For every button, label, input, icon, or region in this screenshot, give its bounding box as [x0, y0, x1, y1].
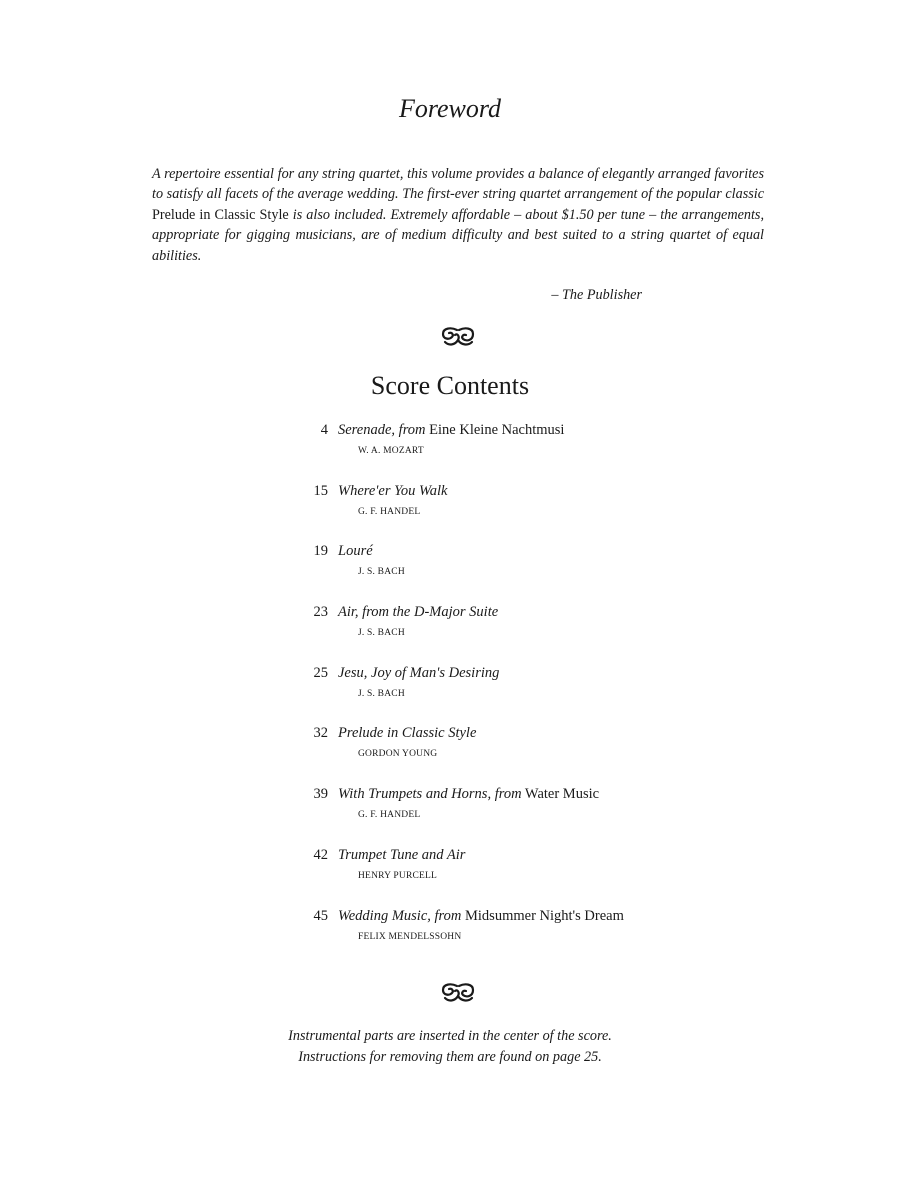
foreword-attribution: – The Publisher — [551, 287, 642, 303]
entry-title — [338, 483, 447, 500]
entry-title — [338, 665, 499, 682]
contents-entry — [300, 906, 750, 967]
contents-entry — [300, 481, 750, 542]
entry-page-number: 23 — [313, 604, 328, 621]
entry-title-italic: With Trumpets and Horns, from — [338, 786, 522, 803]
contents-entry — [300, 845, 750, 906]
entry-title-roman: Midsummer Night's Dream — [461, 907, 624, 924]
entry-page-number: 42 — [313, 846, 328, 863]
entry-composer: GORDON YOUNG — [358, 749, 438, 760]
foreword-title: Foreword — [398, 94, 502, 123]
entry-page-number: 15 — [313, 482, 328, 499]
entry-title — [338, 422, 564, 439]
entry-title-italic: Jesu, Joy of Man's Desiring — [338, 664, 500, 681]
entry-title-italic: Trumpet Tune and Air — [338, 846, 466, 863]
instrumental-parts-note — [0, 1026, 900, 1068]
entry-title-roman: Eine Kleine Nachtmusi — [425, 422, 565, 438]
entry-page-number: 4 — [320, 422, 328, 438]
contents-entry — [300, 541, 750, 602]
entry-page-number: 32 — [313, 725, 328, 742]
contents-entry — [300, 723, 750, 784]
entry-composer: HENRY PURCELL — [358, 870, 438, 881]
foreword-text-start: A repertoire essential for any string quartet, this volume provides a balance of elegantly arranged favorites to satisfy all facets of the average wedding. The first-ever string quartet arrangement of the popular classic — [152, 166, 764, 203]
contents-title: Score Contents — [370, 371, 530, 400]
entry-composer: G. F. HANDEL — [358, 506, 421, 517]
foreword-featured-title: Prelude in Classic Style — [152, 206, 289, 223]
entry-title-italic: Louré — [338, 543, 373, 560]
note-line-2: Instructions for removing them are found on page 25. — [298, 1049, 602, 1065]
entry-title — [338, 725, 476, 742]
entry-composer: FELIX MENDELSSOHN — [358, 931, 462, 942]
entry-composer: G. F. HANDEL — [358, 810, 421, 821]
entry-title-italic: Wedding Music, from — [338, 907, 462, 924]
entry-title-italic: Prelude in Classic Style — [338, 725, 477, 742]
entry-composer: J. S. BACH — [358, 628, 405, 639]
contents-entry — [300, 420, 750, 481]
foreword-body — [152, 164, 764, 266]
entry-composer: J. S. BACH — [358, 688, 405, 699]
entry-title — [338, 847, 465, 864]
entry-page-number: 45 — [313, 907, 328, 924]
foreword-text-end: is also included. Extremely affordable – about $1.50 per tune – the arrangements, appropriate for gigging musicians, are of medium difficulty and best suited to a string quartet of equal abilities. — [152, 206, 764, 264]
entry-page-number: 39 — [313, 786, 328, 803]
note-line-1: Instrumental parts are inserted in the center of the score. — [288, 1028, 612, 1044]
entry-title — [338, 604, 498, 621]
entry-title-roman: Water Music — [521, 786, 600, 803]
contents-list — [300, 420, 750, 966]
entry-title — [338, 786, 599, 803]
entry-title — [338, 543, 373, 560]
contents-entry — [300, 663, 750, 724]
entry-composer: J. S. BACH — [358, 567, 405, 578]
entry-page-number: 19 — [313, 543, 328, 560]
contents-entry — [300, 784, 750, 845]
entry-title-italic: Where'er You Walk — [338, 482, 448, 499]
fleuron-icon — [435, 982, 481, 1004]
entry-title-italic: Air, from the D-Major Suite — [338, 604, 499, 621]
fleuron-icon — [435, 326, 481, 348]
contents-entry — [300, 602, 750, 663]
entry-composer: W. A. MOZART — [358, 446, 424, 456]
entry-title-italic: Serenade, from — [338, 422, 426, 438]
entry-title — [338, 908, 624, 925]
entry-page-number: 25 — [313, 664, 328, 681]
